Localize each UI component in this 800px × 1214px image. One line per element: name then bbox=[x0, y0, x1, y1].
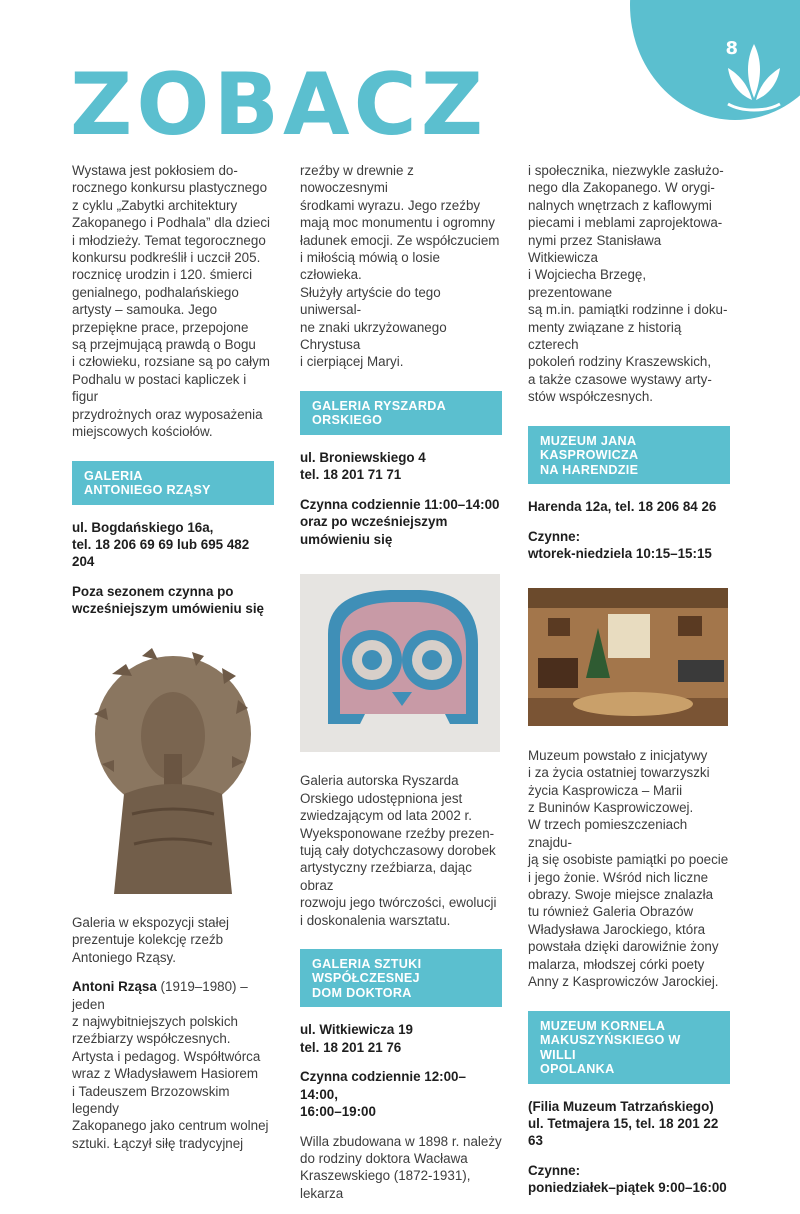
opening-hours: Czynne: wtorek-niedziela 10:15–15:15 bbox=[528, 528, 712, 561]
gallery-description: Galeria w ekspozycji stałej prezentuje kolekcję rzeźb Antoniego Rząsy. bbox=[72, 914, 230, 965]
address-text: ul. Bogdańskiego 16a, tel. 18 206 69 69 lub 695 482 204 bbox=[72, 519, 250, 570]
section-heading-rzasa: GALERIA ANTONIEGO RZĄSY bbox=[72, 461, 274, 505]
section-heading-kasprowicza: MUZEUM JANA KASPROWICZA NA HARENDZIE bbox=[528, 426, 730, 485]
museum-interior-photo bbox=[528, 588, 728, 726]
opening-hours: Czynna codziennie 11:00–14:00 oraz po wcześniejszym umówieniu się bbox=[300, 496, 500, 547]
intro-continuation: i społecznika, niezwykle zasłużo- nego dla Zakopanego. W orygi- nalnych wnętrzach z kaflowymi piecami i meblami zaprojektowa- nymi przez Stanisława Witkiewicza i Wojciecha Brzegę, prezentowane są m.in. pamiątki rodzinne i doku- menty związane z historią czterech pokoleń rodziny Kraszewskich, a także czasowe wystawy arty- stów współczesnych. bbox=[528, 163, 728, 405]
sculpture-photo bbox=[72, 644, 274, 894]
section-heading-makuszynskiego: MUZEUM KORNELA MAKUSZYŃSKIEGO W WILLI OPOLANKA bbox=[528, 1011, 730, 1084]
column-2 bbox=[300, 162, 502, 1214]
column-1 bbox=[72, 162, 274, 1164]
artist-name: Antoni Rząsa bbox=[72, 979, 157, 995]
gallery-description: Galeria autorska Ryszarda Orskiego udostępniona jest zwiedzającym od lata 2002 r. Wyeksponowane rzeźby prezen- tują cały dotychczasowy dorobek artystyczny rzeźbiarza, dając obraz rozwoju jego twórczości, ewolucji i doskonalenia warsztatu. bbox=[300, 773, 497, 928]
section-heading-orskiego: GALERIA RYSZARDA ORSKIEGO bbox=[300, 391, 502, 435]
address-text: ul. Broniewskiego 4 tel. 18 201 71 71 bbox=[300, 449, 426, 483]
museum-description: Muzeum powstało z inicjatywy i za życia ostatniej towarzyszki życia Kasprowicza – Marii z Buninów Kasprowiczowej. W trzech pomieszczeniach znajdu- ją się osobiste pamiątki po poecie i jego żonie. Wśród nich liczne obrazy. Swoje miejsce znalazła tu również Galeria Obrazów Władysława Jarockiego, która powstała dzięki darowiźnie żony malarza, młodszej córki poety Anny z Kasprowiczów Jarockiej. bbox=[528, 747, 729, 990]
opening-hours: Poza sezonem czynna po wcześniejszym umówieniu się bbox=[72, 583, 265, 617]
intro-continuation: rzeźby w drewnie z nowoczesnymi środkami wyrazu. Jego rzeźby mają moc monumentu i ogromny ładunek emocji. Ze współczuciem i miłością mówią o losie człowieka. Służyły artyście do tego uniwersal- ne znaki ukrzyżowanego Chrystusa i cierpiącej Maryi. bbox=[300, 163, 500, 370]
bio-body: (1919–1980) – jeden z najwybitniejszych polskich rzeźbiarzy współczesnych. Artysta i pedagog. Współtwórca wraz z Władysławem Hasiorem i Tadeuszem Brzozowskim legendy Zakopanego jako centrum wolnej sztuki. Łączył siłę tradycyjnej bbox=[72, 979, 269, 1151]
address-text: (Filia Muzeum Tatrzańskiego) ul. Tetmajera 15, tel. 18 201 22 63 bbox=[528, 1098, 719, 1149]
opening-hours: Czynne: poniedziałek–piątek 9:00–16:00 bbox=[528, 1162, 727, 1196]
address-text: ul. Witkiewicza 19 tel. 18 201 21 76 bbox=[300, 1022, 413, 1055]
section-heading-dom-doktora: GALERIA SZTUKI WSPÓŁCZESNEJ DOM DOKTORA bbox=[300, 949, 502, 1008]
page-number: 8 bbox=[725, 38, 738, 59]
opening-hours: Czynna codziennie 12:00–14:00, 16:00–19:00 bbox=[300, 1069, 466, 1120]
bio-text bbox=[72, 978, 274, 1152]
villa-description: Willa zbudowana w 1898 r. należy do rodziny doktora Wacława Kraszewskiego (1872-1931), lekarza bbox=[300, 1133, 502, 1201]
address-text: Harenda 12a, tel. 18 206 84 26 bbox=[528, 499, 717, 515]
page-title: ZOBACZ bbox=[70, 55, 488, 155]
column-3 bbox=[528, 162, 730, 1209]
owl-sculpture-photo bbox=[300, 574, 500, 752]
leaf-logo-icon bbox=[722, 38, 786, 118]
intro-text: Wystawa jest pokłosiem do- rocznego konkursu plastycznego z cyklu „Zabytki architektury Zakopanego i Podhala” dla dzieci i młodzieży. Temat tegorocznego konkursu podkreślił i uczcił 205. rocznicę urodzin i 120. śmierci genialnego, podhalańskiego artysty – samouka. Jego przepiękne prace, przepojone są przejmującą prawdą o Bogu i człowieku, rozsiane są po całym Podhalu w postaci kapliczek i figur przydrożnych oraz wyposażenia miejscowych kościołów. bbox=[72, 163, 271, 440]
